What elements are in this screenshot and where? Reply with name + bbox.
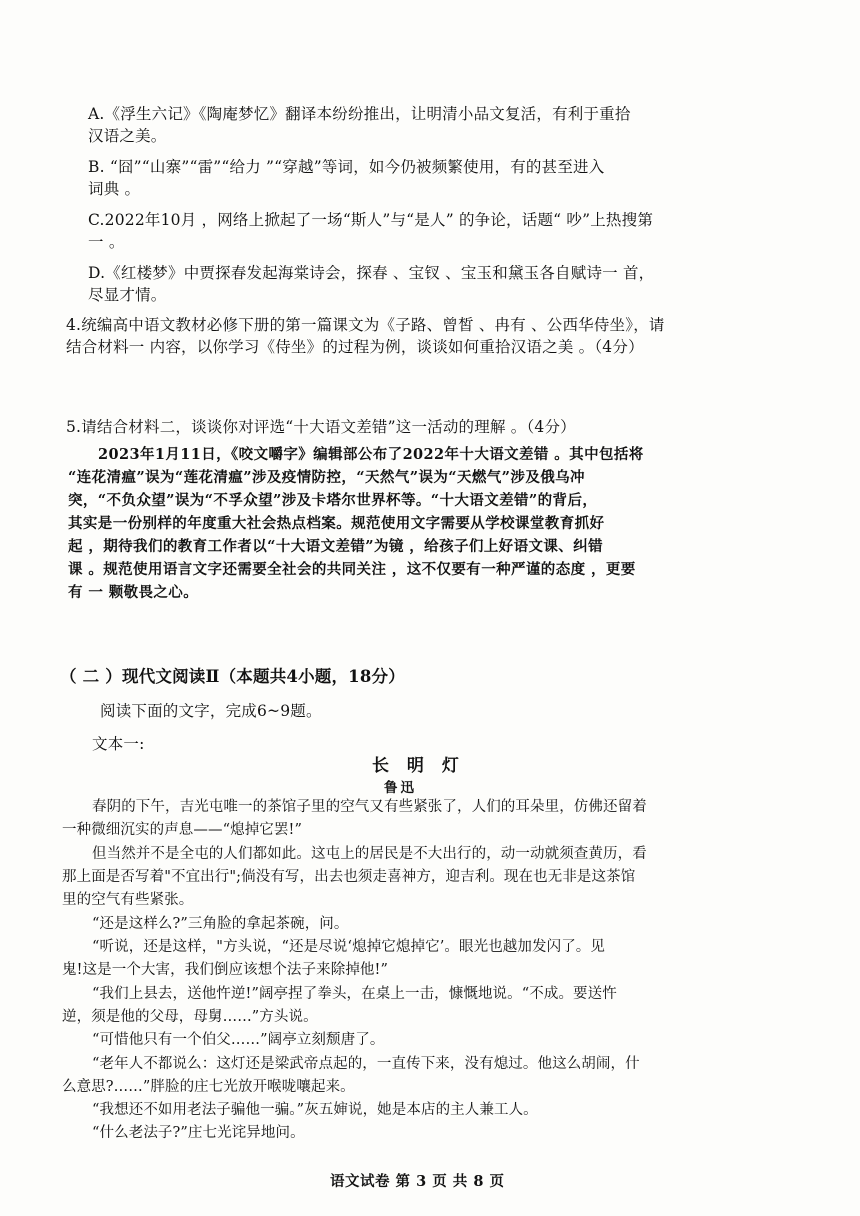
question-4-line-1: 4.统编高中语文教材必修下册的第一篇课文为《子路、曾皙 、冉有 、公西华侍坐》，请 xyxy=(66,316,665,334)
option-a-line-1: A.《浮生六记》《陶庵梦忆》翻译本纷纷推出，让明清小品文复活，有利于重拾 xyxy=(88,105,631,123)
option-c-line-2: 一 。 xyxy=(88,233,125,251)
option-b-line-1: B. “囧”“山寨”“雷”“给力 ”“穿越”等词，如今仍被频繁使用，有的甚至进入 xyxy=(88,158,605,176)
story-line: “什么老法子?”庄七光诧异地问。 xyxy=(92,1125,305,1141)
material-2-line: 有 一 颗敬畏之心。 xyxy=(68,584,199,601)
story-line: “我们上县去，送他忤逆!”阔亭捏了拳头，在桌上一击，慷慨地说。“不成。要送忤 xyxy=(92,986,617,1002)
text-label: 文本一: xyxy=(92,735,145,753)
story-title: 长 明 灯 xyxy=(372,756,465,776)
story-line: 一种微细沉实的声息——“熄掉它罢!” xyxy=(62,822,302,838)
section-heading: （ 二 ）现代文阅读Ⅱ（本题共4小题，18分） xyxy=(60,667,405,686)
material-2-line: 课 。规范使用语言文字还需要全社会的共同关注 ，这不仅要有一种严谨的态度 ，更要 xyxy=(68,561,636,578)
story-line: 么意思?……”胖脸的庄七光放开喉咙嚷起来。 xyxy=(62,1079,355,1095)
story-line: “可惜他只有一个伯父……”阔亭立刻颓唐了。 xyxy=(92,1032,385,1048)
question-5: 5.请结合材料二，谈谈你对评选“十大语文差错”这一活动的理解 。（4分） xyxy=(66,418,576,436)
story-line: 鬼!这是一个大害，我们倒应该想个法子来除掉他!” xyxy=(62,962,388,978)
question-4-line-2: 结合材料一 内容，以你学习《侍坐》的过程为例，谈谈如何重拾汉语之美 。（4分） xyxy=(66,338,644,356)
story-line: 里的空气有些紧张。 xyxy=(62,892,194,908)
story-line: 春阴的下午，吉光屯唯一的茶馆子里的空气又有些紧张了，人们的耳朵里，仿佛还留着 xyxy=(92,799,647,815)
material-2-line: 突，“不负众望”误为“不孚众望”涉及卡塔尔世界杯等。“十大语文差错”的背后， xyxy=(68,492,598,509)
story-author: 鲁迅 xyxy=(384,780,417,796)
option-c-line-1: C.2022年10月 ，网络上掀起了一场“斯人”与“是人” 的争论，话题“ 吵”上热搜第 xyxy=(88,211,654,229)
page-footer: 语文试卷 第 3 页 共 8 页 xyxy=(330,1173,505,1190)
story-line: “老年人不都说么：这灯还是梁武帝点起的，一直传下来，没有熄过。他这么胡闹，什 xyxy=(92,1056,640,1072)
story-line: “听说，还是这样，"方头说，“还是尽说‘熄掉它熄掉它’。眼光也越加发闪了。见 xyxy=(92,939,606,955)
story-line: 逆，须是他的父母，母舅……”方头说。 xyxy=(62,1009,318,1025)
option-d-line-1: D.《红楼梦》中贾探春发起海棠诗会，探春 、宝钗 、宝玉和黛玉各自赋诗一 首， xyxy=(88,264,655,282)
material-2-line: 2023年1月11日，《咬文嚼字》编辑部公布了2022年十大语文差错 。其中包括将 xyxy=(98,446,644,463)
option-a-line-2: 汉语之美。 xyxy=(88,127,167,145)
story-line: 那上面是否写着"不宜出行";倘没有写，出去也须走喜神方，迎吉利。现在也无非是这茶馆 xyxy=(62,869,636,885)
material-2-line: 其实是一份别样的年度重大社会热点档案。规范使用文字需要从学校课堂教育抓好 xyxy=(68,515,605,532)
material-2-line: “连花清瘟”误为“莲花清瘟”涉及疫情防控，“天然气”误为“天燃气”涉及俄乌冲 xyxy=(68,469,585,486)
material-2-line: 起 ，期待我们的教育工作者以“十大语文差错”为镜 ，给孩子们上好语文课、纠错 xyxy=(68,538,603,555)
story-line: 但当然并不是全屯的人们都如此。这屯上的居民是不大出行的，动一动就须查黄历，看 xyxy=(92,846,647,862)
option-d-line-2: 尽显才情。 xyxy=(88,286,167,304)
option-b-line-2: 词典 。 xyxy=(88,180,141,198)
reading-instruction: 阅读下面的文字，完成6~9题。 xyxy=(100,702,322,720)
story-line: “还是这样么?”三角脸的拿起茶碗，问。 xyxy=(92,916,349,932)
story-line: “我想还不如用老法子骗他一骗。”灰五婶说，她是本店的主人兼工人。 xyxy=(92,1102,538,1118)
